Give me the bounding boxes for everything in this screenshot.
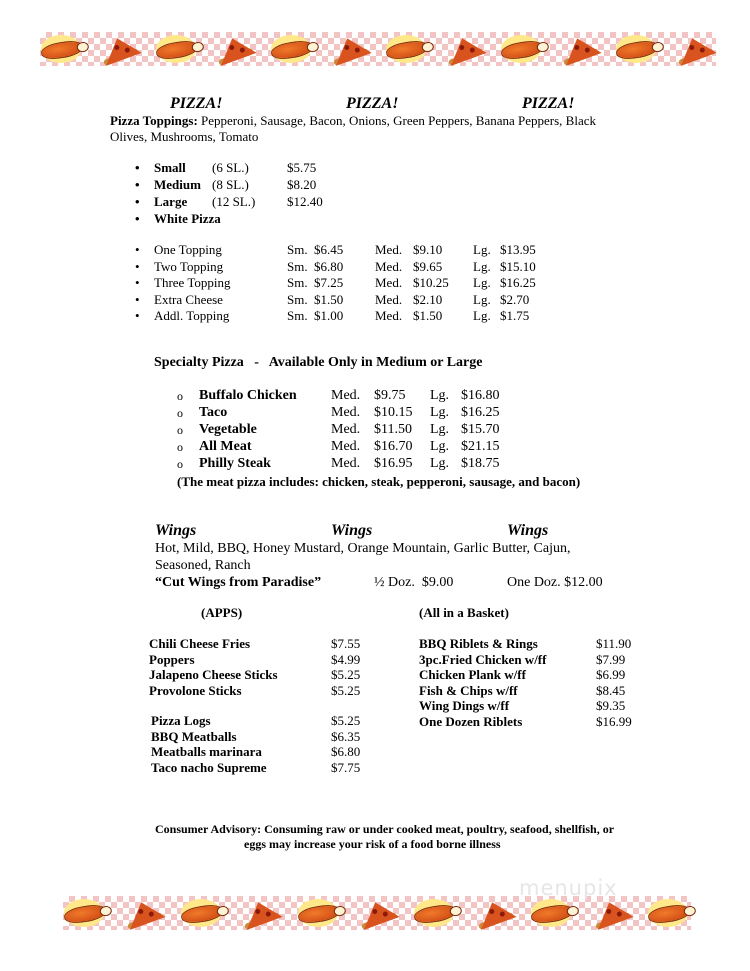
toppings-line [110, 113, 596, 129]
pizza-heading: PIZZA! [170, 95, 223, 112]
slice-shape [444, 32, 487, 66]
large-price: $16.80 [461, 388, 500, 403]
size-price: $8.20 [287, 177, 317, 192]
medium-price: $10.25 [413, 275, 449, 291]
medium-label: Med. [331, 439, 361, 454]
size-slices: (12 SL.) [212, 194, 256, 209]
chicken-wing-icon [413, 898, 457, 928]
slice-shape [214, 32, 257, 66]
toppings-list-continued: Olives, Mushrooms, Tomato [110, 129, 259, 144]
app-price: $5.25 [331, 713, 361, 728]
pizza-slice-icon [121, 898, 165, 928]
meat-pizza-note: (The meat pizza includes: chicken, steak, pepperoni, sausage, and bacon) [177, 474, 581, 489]
half-dozen-price: ½ Doz. $9.00 [374, 575, 454, 590]
chicken-wing-icon [297, 898, 341, 928]
medium-price: $9.75 [374, 388, 406, 403]
one-dozen-price: One Doz. $12.00 [507, 575, 603, 590]
medium-label: Med. [375, 308, 403, 324]
small-price: $6.80 [314, 258, 344, 274]
slice-shape [558, 32, 601, 66]
topping-row-name: • Three Topping [154, 275, 230, 291]
size-price: $12.40 [287, 194, 323, 209]
large-label: Lg. [473, 275, 491, 291]
pizza-slice-icon [442, 34, 486, 64]
basket-item-price: $11.90 [596, 636, 632, 651]
medium-label: Med. [331, 405, 361, 420]
app-name: Pizza Logs [151, 713, 211, 728]
pizza-slice-icon [472, 898, 516, 928]
pizza-slice-icon [355, 898, 399, 928]
topping-row-name: • One Topping [154, 242, 222, 258]
wings-heading: Wings [331, 522, 373, 539]
wings-heading: Wings [155, 522, 197, 539]
large-label: Lg. [473, 308, 491, 324]
chicken-wing-icon [180, 898, 224, 928]
chicken-wing-icon [500, 34, 544, 64]
topping-row-name: • Addl. Topping [154, 308, 229, 324]
app-price: $7.55 [331, 636, 361, 651]
large-price: $21.15 [461, 439, 500, 454]
chicken-wing-icon [63, 898, 107, 928]
medium-price: $11.50 [374, 422, 412, 437]
basket-item-name: 3pc.Fried Chicken w/ff [419, 651, 547, 667]
large-price: $16.25 [461, 405, 500, 420]
large-price: $1.75 [500, 308, 530, 324]
chicken-wing-icon [530, 898, 574, 928]
chicken-wing-icon [615, 34, 659, 64]
basket-item-name: Fish & Chips w/ff [419, 682, 518, 698]
wing-flavors: Hot, Mild, BBQ, Honey Mustard, Orange Mountain, Garlic Butter, Cajun, [155, 541, 571, 556]
specialty-title: Specialty Pizza - Available Only in Medium or Large [154, 355, 483, 370]
large-label: Lg. [430, 456, 450, 471]
pizza-heading: PIZZA! [522, 95, 575, 112]
slice-shape [99, 32, 142, 66]
basket-heading: (All in a Basket) [419, 605, 509, 620]
chicken-wing-icon [155, 34, 199, 64]
large-label: Lg. [430, 439, 450, 454]
basket-item-price: $9.35 [596, 698, 626, 713]
pizza-slice-icon [589, 898, 633, 928]
specialty-name: o Vegetable [199, 422, 257, 438]
basket-item-name: BBQ Riblets & Rings [419, 636, 538, 651]
medium-price: $10.15 [374, 405, 413, 420]
slice-shape [590, 896, 633, 930]
app-name: Poppers [149, 651, 195, 667]
size-name: • Large [154, 194, 187, 210]
slice-shape [123, 896, 166, 930]
size-slices: (6 SL.) [212, 160, 249, 175]
app-price: $5.25 [331, 682, 361, 698]
slice-shape [356, 896, 399, 930]
large-price: $13.95 [500, 242, 536, 257]
small-label: Sm. [287, 242, 308, 257]
toppings-list: Pepperoni, Sausage, Bacon, Onions, Green Peppers, Banana Peppers, Black [197, 113, 596, 128]
medium-price: $16.70 [374, 439, 413, 454]
app-price: $4.99 [331, 651, 361, 667]
pizza-slice-icon [672, 34, 716, 64]
slice-shape [473, 896, 516, 930]
size-name: • White Pizza [154, 211, 221, 227]
app-name: Chili Cheese Fries [149, 636, 251, 651]
large-label: Lg. [430, 422, 450, 437]
small-label: Sm. [287, 275, 308, 291]
pizza-slice-icon [212, 34, 256, 64]
small-price: $1.50 [314, 291, 344, 307]
chicken-wing-icon [40, 34, 84, 64]
medium-price: $1.50 [413, 308, 443, 324]
small-label: Sm. [287, 258, 308, 274]
large-price: $16.25 [500, 275, 536, 291]
app-name: Jalapeno Cheese Sticks [149, 667, 278, 682]
pizza-slice-icon [238, 898, 282, 928]
large-label: Lg. [473, 291, 491, 307]
medium-price: $16.95 [374, 456, 413, 471]
chicken-wing-icon [385, 34, 429, 64]
large-label: Lg. [473, 258, 491, 274]
wings-heading: Wings [507, 522, 549, 539]
size-price: $5.75 [287, 160, 317, 175]
basket-item-name: One Dozen Riblets [419, 713, 523, 729]
app-name: BBQ Meatballs [151, 728, 237, 744]
cut-wings-name: “Cut Wings from Paradise” [155, 575, 322, 590]
medium-price: $9.65 [413, 258, 443, 274]
slice-shape [673, 32, 716, 66]
wing-flavors-continued: Seasoned, Ranch [155, 558, 251, 573]
medium-label: Med. [375, 275, 403, 291]
app-price: $6.80 [331, 744, 361, 759]
basket-item-price: $8.45 [596, 682, 626, 698]
bottom-border-strip [63, 896, 691, 930]
app-name: Meatballs marinara [151, 744, 262, 759]
top-border-strip [40, 32, 716, 66]
large-price: $18.75 [461, 456, 500, 471]
slice-shape [240, 896, 283, 930]
medium-label: Med. [331, 456, 361, 471]
specialty-name: o Taco [199, 405, 227, 421]
app-name: Taco nacho Supreme [151, 759, 267, 775]
medium-label: Med. [375, 242, 403, 257]
medium-label: Med. [375, 291, 403, 307]
size-name: • Small [154, 160, 186, 176]
small-label: Sm. [287, 291, 308, 307]
small-price: $7.25 [314, 275, 344, 291]
basket-item-price: $6.99 [596, 667, 626, 682]
large-price: $2.70 [500, 291, 530, 307]
specialty-name: o Philly Steak [199, 456, 271, 472]
basket-item-name: Wing Dings w/ff [419, 698, 510, 713]
toppings-label: Pizza Toppings: [110, 113, 198, 128]
apps-heading: (APPS) [201, 605, 243, 620]
large-price: $15.70 [461, 422, 500, 437]
consumer-advisory-continued: eggs may increase your risk of a food borne illness [244, 837, 501, 851]
watermark-logo: menupix [519, 876, 618, 900]
large-label: Lg. [473, 242, 491, 257]
medium-price: $9.10 [413, 242, 443, 257]
large-price: $15.10 [500, 258, 536, 274]
basket-item-name: Chicken Plank w/ff [419, 667, 526, 682]
basket-item-price: $16.99 [596, 713, 632, 729]
topping-row-name: • Extra Cheese [154, 292, 223, 308]
slice-shape [329, 32, 372, 66]
app-price: $5.25 [331, 667, 361, 682]
specialty-name: o All Meat [199, 439, 251, 455]
specialty-name: o Buffalo Chicken [199, 388, 297, 404]
size-slices: (8 SL.) [212, 177, 249, 192]
medium-label: Med. [331, 422, 361, 437]
small-label: Sm. [287, 308, 308, 324]
pizza-heading: PIZZA! [346, 95, 399, 112]
app-price: $6.35 [331, 728, 361, 744]
consumer-advisory: Consumer Advisory: Consuming raw or under cooked meat, poultry, seafood, shellfish, or [155, 822, 615, 836]
app-price: $7.75 [331, 759, 361, 775]
small-price: $6.45 [314, 242, 344, 257]
medium-price: $2.10 [413, 291, 443, 307]
basket-item-price: $7.99 [596, 651, 626, 667]
chicken-wing-icon [647, 898, 691, 928]
topping-row-name: • Two Topping [154, 259, 223, 275]
medium-label: Med. [331, 388, 361, 403]
pizza-slice-icon [97, 34, 141, 64]
medium-label: Med. [375, 258, 403, 274]
small-price: $1.00 [314, 308, 344, 324]
large-label: Lg. [430, 388, 450, 403]
app-name: Provolone Sticks [149, 682, 242, 698]
pizza-slice-icon [327, 34, 371, 64]
size-name: • Medium [154, 177, 201, 193]
chicken-wing-icon [270, 34, 314, 64]
large-label: Lg. [430, 405, 450, 420]
pizza-slice-icon [557, 34, 601, 64]
